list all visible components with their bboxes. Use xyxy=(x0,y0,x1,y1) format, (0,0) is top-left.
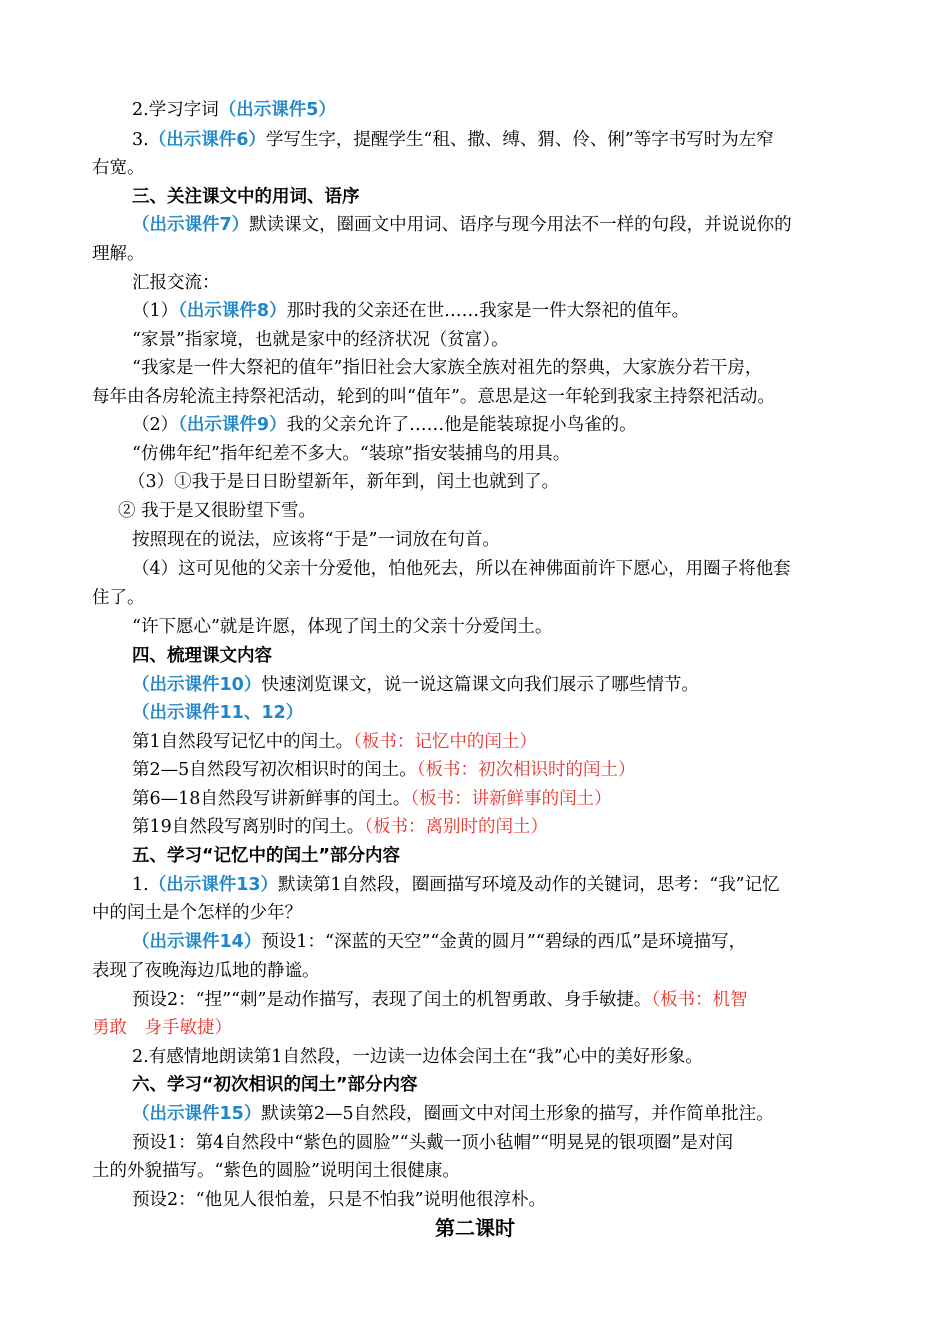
text-line xyxy=(92,901,302,925)
text-segment: 汇报交流： xyxy=(132,273,220,293)
text-segment: 右宽。 xyxy=(92,158,145,178)
courseware-ref: （出示课件13） xyxy=(148,875,279,895)
text-line xyxy=(132,644,272,668)
text-segment: 第19自然段写离别时的闰土。 xyxy=(132,817,365,837)
section-heading: 四、梳理课文内容 xyxy=(132,646,272,666)
text-segment: 默读第2—5自然段，圈画文中对闰土形象的描写，并作简单批注。 xyxy=(261,1104,774,1124)
board-note: （板书：离别时的闰土） xyxy=(364,817,549,837)
text-segment: “我家是一件大祭祀的值年”指旧社会大家族全族对祖先的祭典，大家族分若干房， xyxy=(132,358,763,378)
text-segment: 第2—5自然段写初次相识时的闰土。 xyxy=(132,760,417,780)
board-note: （板书：机智 xyxy=(651,990,748,1010)
text-segment: 第1自然段写记忆中的闰土。 xyxy=(132,732,354,752)
section-heading: 五、学习“记忆中的闰土”部分内容 xyxy=(132,846,401,866)
text-line xyxy=(92,1016,232,1040)
text-line xyxy=(132,271,220,295)
board-note: 勇敢 身手敏捷） xyxy=(92,1018,232,1038)
text-segment: 中的闰土是个怎样的少年？ xyxy=(92,903,302,923)
text-line xyxy=(118,499,316,523)
text-segment: 预设1：第4自然段中“紫色的圆脸”“头戴一顶小毡帽”“明晃晃的银项圈”是对闰 xyxy=(132,1133,733,1153)
courseware-ref: （出示课件5） xyxy=(218,100,336,120)
courseware-ref: （出示课件8） xyxy=(178,301,287,321)
text-segment: （4）这可见他的父亲十分爱他，怕他死去，所以在神佛面前许下愿心，用圈子将他套 xyxy=(132,559,791,579)
courseware-ref: （出示课件10） xyxy=(132,675,262,695)
text-line xyxy=(132,615,552,639)
text-line xyxy=(132,701,303,725)
text-segment: “许下愿心”就是许愿，体现了闰土的父亲十分爱闰土。 xyxy=(132,617,553,637)
text-segment: 按照现在的说法，应该将“于是”一词放在句首。 xyxy=(132,530,500,550)
text-line xyxy=(132,873,780,897)
text-line xyxy=(132,1131,733,1155)
text-segment: 那时我的父亲还在世……我家是一件大祭祀的值年。 xyxy=(286,301,690,321)
text-line xyxy=(132,442,570,466)
text-segment: （3）①我于是日日盼望新年，新年到，闰土也就到了。 xyxy=(128,472,560,492)
board-note: （板书：初次相识时的闰土） xyxy=(416,760,636,780)
text-line xyxy=(132,528,500,552)
text-segment: 3. xyxy=(132,130,149,150)
text-segment: 理解。 xyxy=(92,244,145,264)
text-segment: 2.有感情地朗读第1自然段，一边读一边体会闰土在“我”心中的美好形象。 xyxy=(132,1047,703,1067)
courseware-ref: （出示课件6） xyxy=(148,130,266,150)
text-line xyxy=(132,673,699,697)
text-line xyxy=(132,557,791,581)
text-segment: 预设2：“他见人很怕羞，只是不怕我”说明他很淳朴。 xyxy=(132,1190,547,1210)
text-line xyxy=(132,1102,774,1126)
text-segment: 学写生字，提醒学生“租、撒、缚、猬、伶、俐”等字书写时为左窄 xyxy=(265,130,774,150)
text-line xyxy=(132,815,548,839)
section-heading: 六、学习“初次相识的闰土”部分内容 xyxy=(132,1075,418,1095)
text-line xyxy=(92,959,320,983)
courseware-ref: （出示课件7） xyxy=(132,215,250,235)
board-note: （板书：记忆中的闰土） xyxy=(353,732,537,752)
text-line xyxy=(132,356,762,380)
text-segment: 每年由各房轮流主持祭祀活动，轮到的叫“值年”。意思是这一年轮到我家主持祭祀活动。 xyxy=(92,387,775,407)
text-line xyxy=(92,385,775,409)
courseware-ref: （出示课件14） xyxy=(132,932,262,952)
text-line xyxy=(132,128,774,152)
text-line xyxy=(92,586,145,610)
text-segment: 1. xyxy=(132,875,149,895)
text-segment: ② 我于是又很盼望下雪。 xyxy=(118,501,317,521)
courseware-ref: （出示课件11、12） xyxy=(132,703,304,723)
board-note: （板书：讲新鲜事的闰土） xyxy=(410,789,612,809)
text-line xyxy=(132,213,792,237)
text-line xyxy=(132,1073,418,1097)
text-segment: 默读第1自然段，圈画描写环境及动作的关键词，思考：“我”记忆 xyxy=(278,875,780,895)
text-segment: 2.学习字词 xyxy=(132,100,219,120)
section-heading: 三、关注课文中的用词、语序 xyxy=(132,187,360,207)
text-line xyxy=(132,930,746,954)
text-line xyxy=(132,988,748,1012)
text-line xyxy=(132,413,637,437)
text-segment: 我的父亲允许了……他是能装琼捉小鸟雀的。 xyxy=(286,415,637,435)
text-line xyxy=(132,787,612,811)
text-line xyxy=(92,242,145,266)
text-line xyxy=(132,299,689,323)
text-line xyxy=(128,470,559,494)
text-segment: 住了。 xyxy=(92,588,145,608)
text-line xyxy=(92,156,145,180)
text-line xyxy=(92,1159,460,1183)
text-line xyxy=(132,844,400,868)
text-segment: 土的外貌描写。“紫色的圆脸”说明闰土很健康。 xyxy=(92,1161,460,1181)
text-segment: 预设1：“深蓝的天空”“金黄的圆月”“碧绿的西瓜”是环境描写， xyxy=(261,932,747,952)
text-line xyxy=(132,1188,546,1212)
courseware-ref: （出示课件9） xyxy=(178,415,287,435)
text-line xyxy=(132,1045,703,1069)
text-segment: 快速浏览课文，说一说这篇课文向我们展示了哪些情节。 xyxy=(261,675,699,695)
text-segment: 预设2：“捏”“刺”是动作描写，表现了闰土的机智勇敢、身手敏捷。 xyxy=(132,990,652,1010)
text-segment: （1） xyxy=(132,301,179,321)
text-line xyxy=(132,328,509,352)
text-line xyxy=(132,185,360,209)
text-segment: （2） xyxy=(132,415,179,435)
text-line xyxy=(132,98,336,122)
courseware-ref: （出示课件15） xyxy=(132,1104,262,1124)
text-segment: “家景”指家境，也就是家中的经济状况（贫富）。 xyxy=(132,330,509,350)
lesson-heading: 第二课时 xyxy=(435,1216,515,1240)
text-segment: “仿佛年纪”指年纪差不多大。“装琼”指安装捕鸟的用具。 xyxy=(132,444,571,464)
text-line xyxy=(132,758,636,782)
text-segment: 第6—18自然段写讲新鲜事的闰土。 xyxy=(132,789,411,809)
text-line xyxy=(132,730,537,754)
text-segment: 默读课文，圈画文中用词、语序与现今用法不一样的句段，并说说你的 xyxy=(249,215,792,235)
text-segment: 表现了夜晚海边瓜地的静谧。 xyxy=(92,961,320,981)
